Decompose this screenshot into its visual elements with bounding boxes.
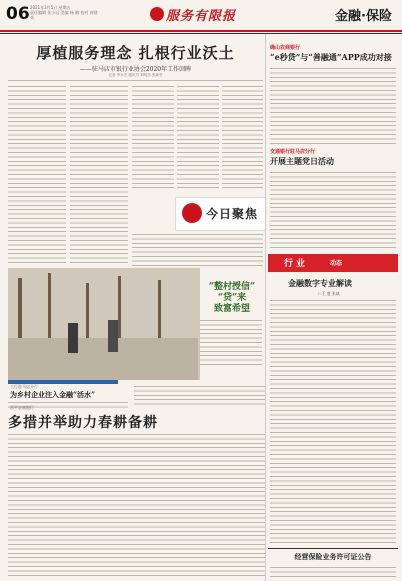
feature-quote-line-3: 致富希望 [213,304,250,314]
dateline-editors: 责任编辑 张小远 美编 杨 楠 校对 郭建英 [30,10,98,20]
dateline-date: 2021年3月5日 星期五 [30,5,71,10]
license-notice-title: 经营保险业务许可证公告 [294,552,372,561]
lead-body-col-6 [132,232,263,266]
divider [8,80,263,81]
newspaper-logo: 服务有限报 [166,9,237,24]
lead-body-col-5 [222,84,263,190]
feature-caption [200,318,262,366]
masthead [0,0,402,32]
right-article1-body [270,66,396,144]
page-number: 06 [6,4,30,24]
newspaper-logo-icon [150,7,164,21]
right-article2-title: 开展主题党日活动 [270,156,334,166]
lead-subhead: ——驻马店市银行业协会2020年工作回眸 [79,66,192,73]
lead-body-col-2 [70,84,128,264]
focus-logo-icon [182,203,202,223]
lead-body-col-1 [8,84,66,264]
mid-article-body [134,384,265,406]
lead-byline: 记者 李永杰 通讯员 刘明杰 张新莹 [108,73,163,77]
right-article3-body [270,298,396,544]
dateline [30,5,100,20]
lead-body-col-4 [177,84,219,190]
bottom-headline: 多措并举助力春耕备耕 [8,415,158,431]
right-article3-title: 金融数字专业解读 [288,278,352,288]
lead-body-col-3 [132,84,174,190]
bottom-article-tag: 西平农商银行 [10,405,34,410]
license-notice [268,548,398,579]
right-article1-title: “e秒贷”与“善融通”APP成功对接 [270,52,392,62]
feature-quote [202,282,262,315]
lead-headline: 厚植服务理念 扎根行业沃土 [36,44,235,62]
left-article-headline: 为乡村企业注入金融“活水” [10,390,96,399]
today-focus-label: 今日聚焦 [206,207,259,221]
section-title: 金融·保险 [335,9,392,24]
industry-label: 行业 [284,258,309,268]
left-article-tag: 工行驻马店分行 [10,384,38,389]
bottom-body [8,432,265,578]
right-article2-tag: 交通银行驻马店分行 [270,149,316,155]
right-article1-tag: 确山农商银行 [270,45,301,51]
feature-quote-line-1: “整村授信” [208,282,256,292]
right-article3-byline: □ 王 盛 张斌 [318,291,340,296]
right-article2-body [270,170,396,250]
masthead-rule [0,30,402,32]
feature-quote-line-2: “贷”来 [217,293,247,303]
industry-sublabel: 动态 [330,261,343,267]
